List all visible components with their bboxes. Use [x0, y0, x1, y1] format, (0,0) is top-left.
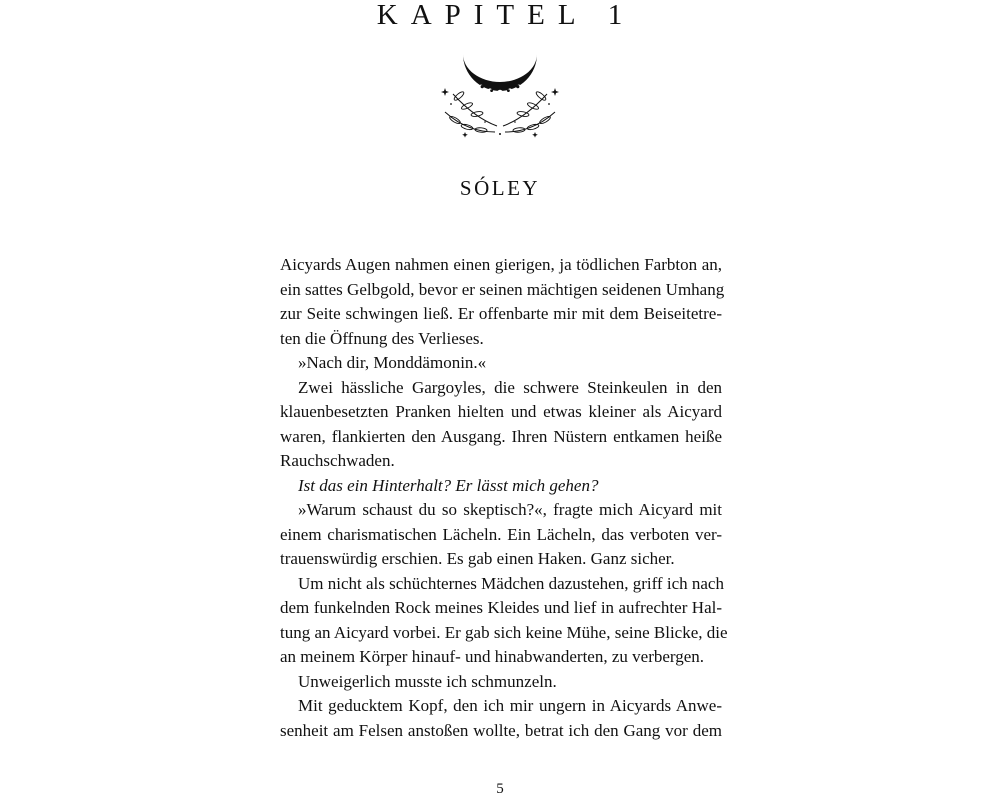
text-line: Ist das ein Hinterhalt? Er lässt mich gehen?	[298, 475, 599, 495]
text-line: Um nicht als schüchternes Mädchen dazustehen, griff ich nach	[298, 573, 724, 593]
chapter-heading: KAPITEL 1	[376, 0, 636, 31]
text-line: ten die Öffnung des Verlieses.	[280, 328, 484, 348]
text-line: Zwei hässliche Gargoyles, die schwere Steinkeulen in den	[298, 377, 722, 397]
crescent-moon-ornament-icon	[437, 48, 563, 138]
text-line: Unweigerlich musste ich schmunzeln.	[298, 671, 557, 691]
chapter-body	[280, 253, 728, 743]
text-line: senheit am Felsen anstoßen wollte, betrat ich den Gang vor dem	[280, 720, 722, 740]
text-line: klauenbesetzten Pranken hielten und etwas kleiner als Aicyard	[280, 402, 722, 421]
text-line: Aicyards Augen nahmen einen gierigen, ja tödlichen Farbton an,	[280, 255, 722, 274]
chapter-name: SÓLEY	[459, 176, 541, 200]
text-line: tung an Aicyard vorbei. Er gab sich keine Mühe, seine Blicke, die	[280, 622, 728, 642]
text-line: ein sattes Gelbgold, bevor er seinen mächtigen seidenen Umhang	[280, 279, 725, 299]
page-number: 5	[496, 781, 504, 797]
text-line: Rauchschwaden.	[280, 451, 395, 470]
sparkle-stars-icon	[441, 88, 559, 138]
text-line: Mit geducktem Kopf, den ich mir ungern in Aicyards Anwe-	[298, 696, 722, 715]
text-line: an meinem Körper hinauf- und hinabwanderten, zu verbergen.	[280, 647, 705, 666]
text-line: trauenswürdig erschien. Es gab einen Haken. Ganz sicher.	[280, 549, 675, 568]
text-line: waren, flankierten den Ausgang. Ihren Nüstern entkamen heiße	[280, 426, 722, 446]
text-line: »Nach dir, Monddämonin.«	[298, 353, 487, 372]
text-line: »Warum schaust du so skeptisch?«, fragte mich Aicyard mit	[298, 500, 722, 519]
text-line: zur Seite schwingen ließ. Er offenbarte mir mit dem Beiseitetre-	[280, 304, 722, 323]
text-line: einem charismatischen Lächeln. Ein Lächeln, das verboten ver-	[280, 524, 722, 544]
text-line: dem funkelnden Rock meines Kleides und lief in aufrechter Hal-	[280, 598, 722, 617]
